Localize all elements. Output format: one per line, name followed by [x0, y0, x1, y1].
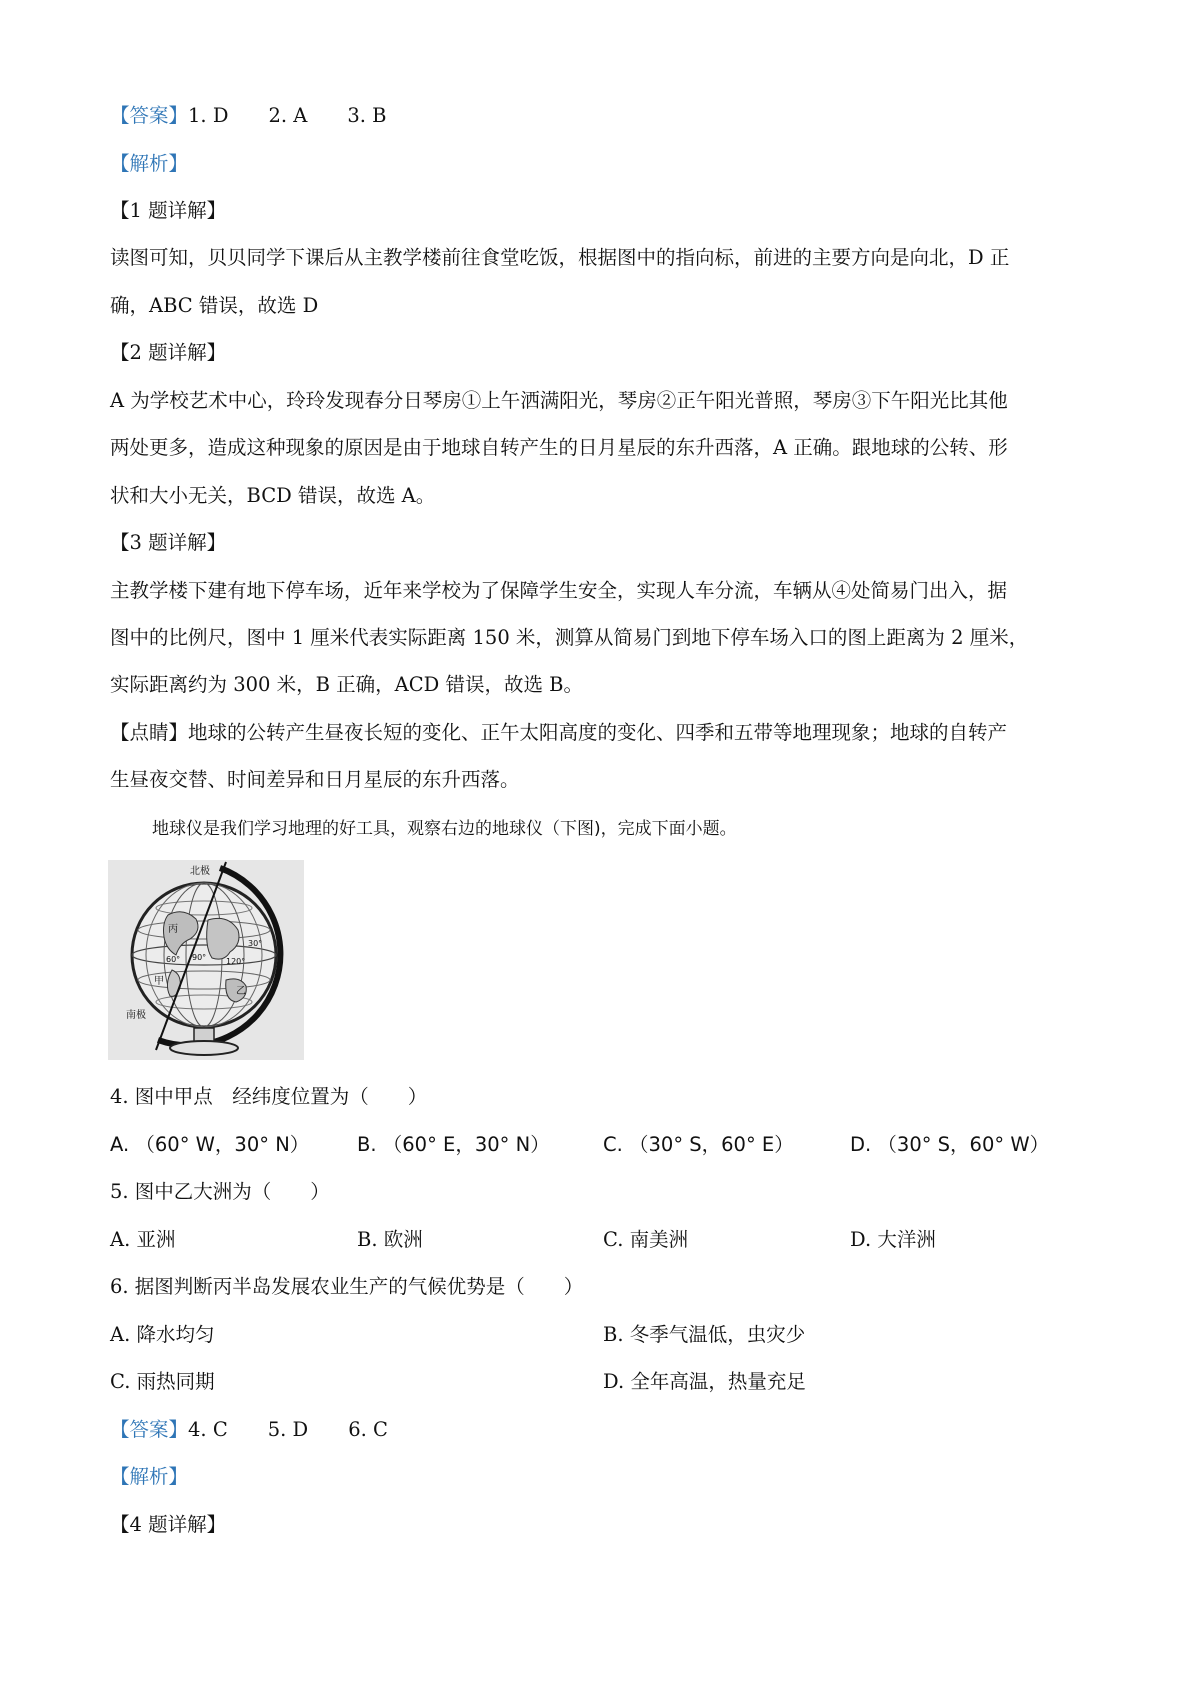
answer-tag: 【答案】 — [110, 104, 189, 127]
answer-tag: 【答案】 — [110, 1418, 189, 1441]
q5-option-b[interactable]: B. 欧洲 — [357, 1228, 423, 1251]
answer-item: 5. D — [267, 1418, 309, 1441]
q3-detail-heading: 【3 题详解】 — [110, 531, 227, 554]
q1-detail-text: 确，ABC 错误，故选 D — [110, 294, 319, 317]
answer-item: 1. D — [188, 104, 229, 127]
q6-option-b[interactable]: B. 冬季气温低，虫灾少 — [603, 1323, 806, 1346]
q4-option-a[interactable]: A. （60° W，30° N） — [110, 1133, 310, 1156]
label-90: 90° — [192, 953, 207, 962]
q2-detail-text: A 为学校艺术中心，玲玲发现春分日琴房①上午洒满阳光，琴房②正午阳光普照，琴房③下午阳光比其他 — [110, 389, 1008, 412]
tip-text: 地球的公转产生昼夜长短的变化、正午太阳高度的变化、四季和五带等地理现象；地球的自转产 — [188, 721, 1008, 744]
q5-option-c[interactable]: C. 南美洲 — [603, 1228, 689, 1251]
tip-tag: 【点睛】 — [110, 721, 189, 744]
q1-detail-text: 读图可知，贝贝同学下课后从主教学楼前往食堂吃饭，根据图中的指向标，前进的主要方向是向北，D 正 — [110, 246, 1010, 269]
q5-stem: 5. 图中乙大洲为（ ） — [110, 1180, 330, 1203]
q2-detail-text: 状和大小无关，BCD 错误，故选 A。 — [110, 484, 436, 507]
label-south-pole: 南极 — [126, 1010, 146, 1021]
question-intro: 地球仪是我们学习地理的好工具，观察右边的地球仪（下图)，完成下面小题。 — [152, 819, 737, 839]
answer-item: 2. A — [268, 104, 308, 127]
globe-figure — [108, 860, 304, 1060]
q5-option-a[interactable]: A. 亚洲 — [110, 1228, 176, 1251]
answer-row-2 — [110, 1416, 388, 1444]
label-60: 60° — [166, 955, 181, 964]
label-yi: 乙 — [236, 986, 246, 997]
label-120: 120° — [226, 957, 246, 966]
tip-text: 生昼夜交替、时间差异和日月星辰的东升西落。 — [110, 768, 520, 791]
q6-option-c[interactable]: C. 雨热同期 — [110, 1370, 215, 1393]
label-30: 30° — [248, 939, 263, 948]
label-bing: 丙 — [168, 924, 178, 935]
answer-item: 6. C — [348, 1418, 388, 1441]
q3-detail-text: 图中的比例尺，图中 1 厘米代表实际距离 150 米，测算从简易门到地下停车场入口的图上距离为 2 厘米， — [110, 626, 1029, 649]
q4-option-d[interactable]: D. （30° S，60° W） — [850, 1133, 1050, 1156]
q4-detail-heading: 【4 题详解】 — [110, 1513, 227, 1536]
q4-option-b[interactable]: B. （60° E，30° N） — [357, 1133, 550, 1156]
q6-option-d[interactable]: D. 全年高温，热量充足 — [603, 1370, 806, 1393]
q6-option-a[interactable]: A. 降水均匀 — [110, 1323, 215, 1346]
q4-option-c[interactable]: C. （30° S，60° E） — [603, 1133, 794, 1156]
analysis-tag: 【解析】 — [110, 152, 189, 175]
label-north-pole: 北极 — [190, 866, 210, 877]
q5-option-d[interactable]: D. 大洋洲 — [850, 1228, 936, 1251]
answer-row-1 — [110, 102, 387, 130]
label-jia: 甲 — [154, 976, 164, 987]
q4-stem: 4. 图中甲点 经纬度位置为（ ） — [110, 1085, 428, 1108]
q1-detail-heading: 【1 题详解】 — [110, 199, 227, 222]
q3-detail-text: 主教学楼下建有地下停车场，近年来学校为了保障学生安全，实现人车分流，车辆从④处简易门出入，据 — [110, 579, 1008, 602]
q2-detail-text: 两处更多，造成这种现象的原因是由于地球自转产生的日月星辰的东升西落，A 正确。跟地球的公转、形 — [110, 436, 1008, 459]
tip-row — [110, 719, 1007, 747]
q6-stem: 6. 据图判断丙半岛发展农业生产的气候优势是（ ） — [110, 1275, 584, 1298]
analysis-tag: 【解析】 — [110, 1465, 189, 1488]
q2-detail-heading: 【2 题详解】 — [110, 341, 227, 364]
q3-detail-text: 实际距离约为 300 米，B 正确，ACD 错误，故选 B。 — [110, 673, 584, 696]
answer-item: 4. C — [188, 1418, 228, 1441]
answer-item: 3. B — [347, 104, 387, 127]
